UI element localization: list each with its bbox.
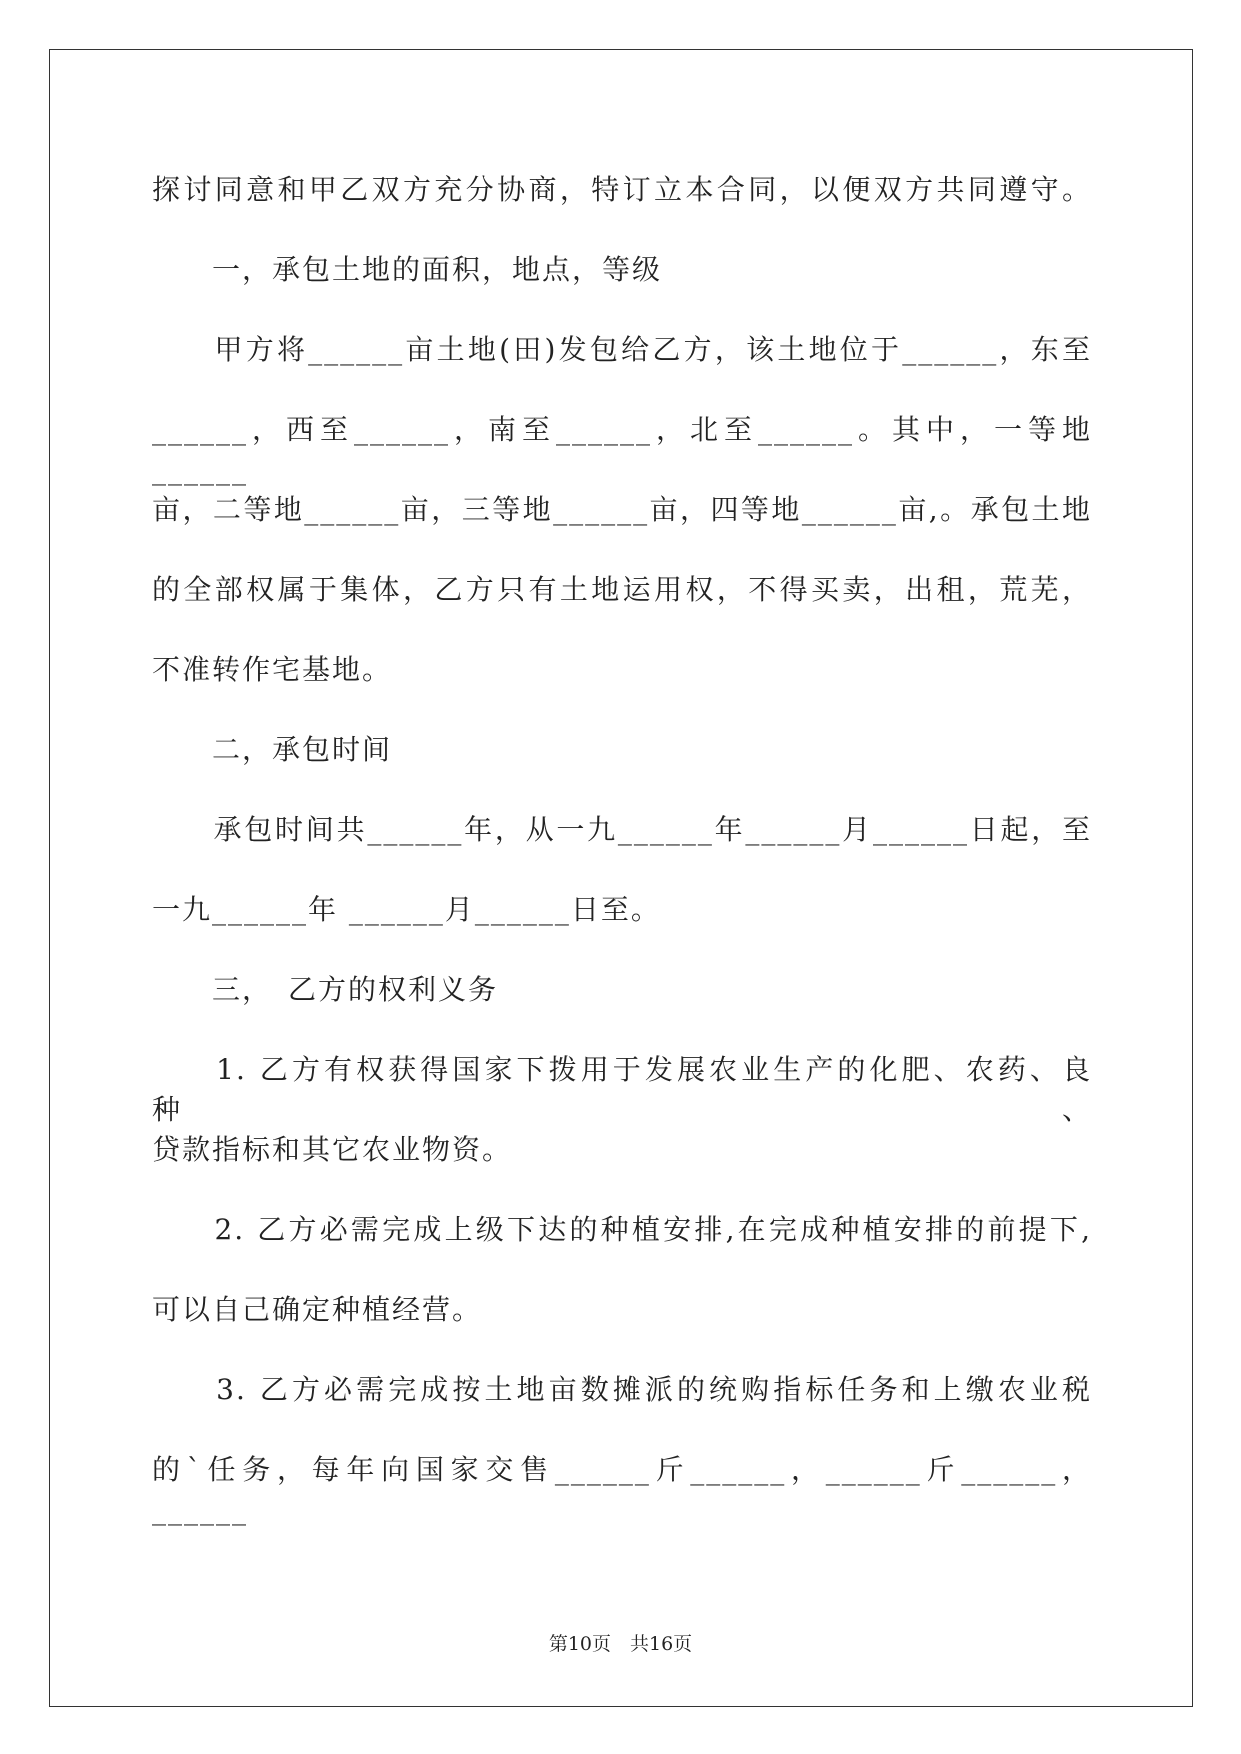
- section-heading: 三， 乙方的权利义务: [152, 973, 499, 1006]
- text-line: 贷款指标和其它农业物资。: [152, 1133, 513, 1166]
- text-line: 3. 乙方必需完成按土地亩数摊派的统购指标任务和上缴农业税: [152, 1373, 1092, 1406]
- page-number: 第10页 共16页: [548, 1633, 693, 1655]
- text-line: 一九______年 ______月______日至。: [152, 893, 661, 926]
- section-heading: 二，承包时间: [152, 733, 393, 766]
- text-line: 不准转作宅基地。: [152, 653, 393, 686]
- text-line: 甲方将______亩土地(田)发包给乙方，该土地位于______，东至: [152, 333, 1092, 366]
- text-line: 的`任务，每年向国家交售______斤______，______斤______，______: [152, 1453, 1092, 1526]
- text-line: 承包时间共______年，从一九______年______月______日起，至: [152, 813, 1092, 846]
- text-line: ______，西至______，南至______，北至______。其中，一等地______: [152, 413, 1092, 486]
- section-heading: 一，承包土地的面积，地点，等级: [152, 253, 663, 286]
- text-line: 亩，二等地______亩，三等地______亩，四等地______亩,。承包土地: [152, 493, 1092, 526]
- text-line: 可以自己确定种植经营。: [152, 1293, 483, 1326]
- text-line: 探讨同意和甲乙双方充分协商，特订立本合同，以便双方共同遵守。: [152, 173, 1092, 206]
- text-line: 1. 乙方有权获得国家下拨用于发展农业生产的化肥、农药、良种、: [152, 1053, 1092, 1126]
- text-line: 2. 乙方必需完成上级下达的种植安排,在完成种植安排的前提下,: [152, 1213, 1092, 1246]
- text-line: 的全部权属于集体，乙方只有土地运用权，不得买卖，出租，荒芜，: [152, 573, 1092, 606]
